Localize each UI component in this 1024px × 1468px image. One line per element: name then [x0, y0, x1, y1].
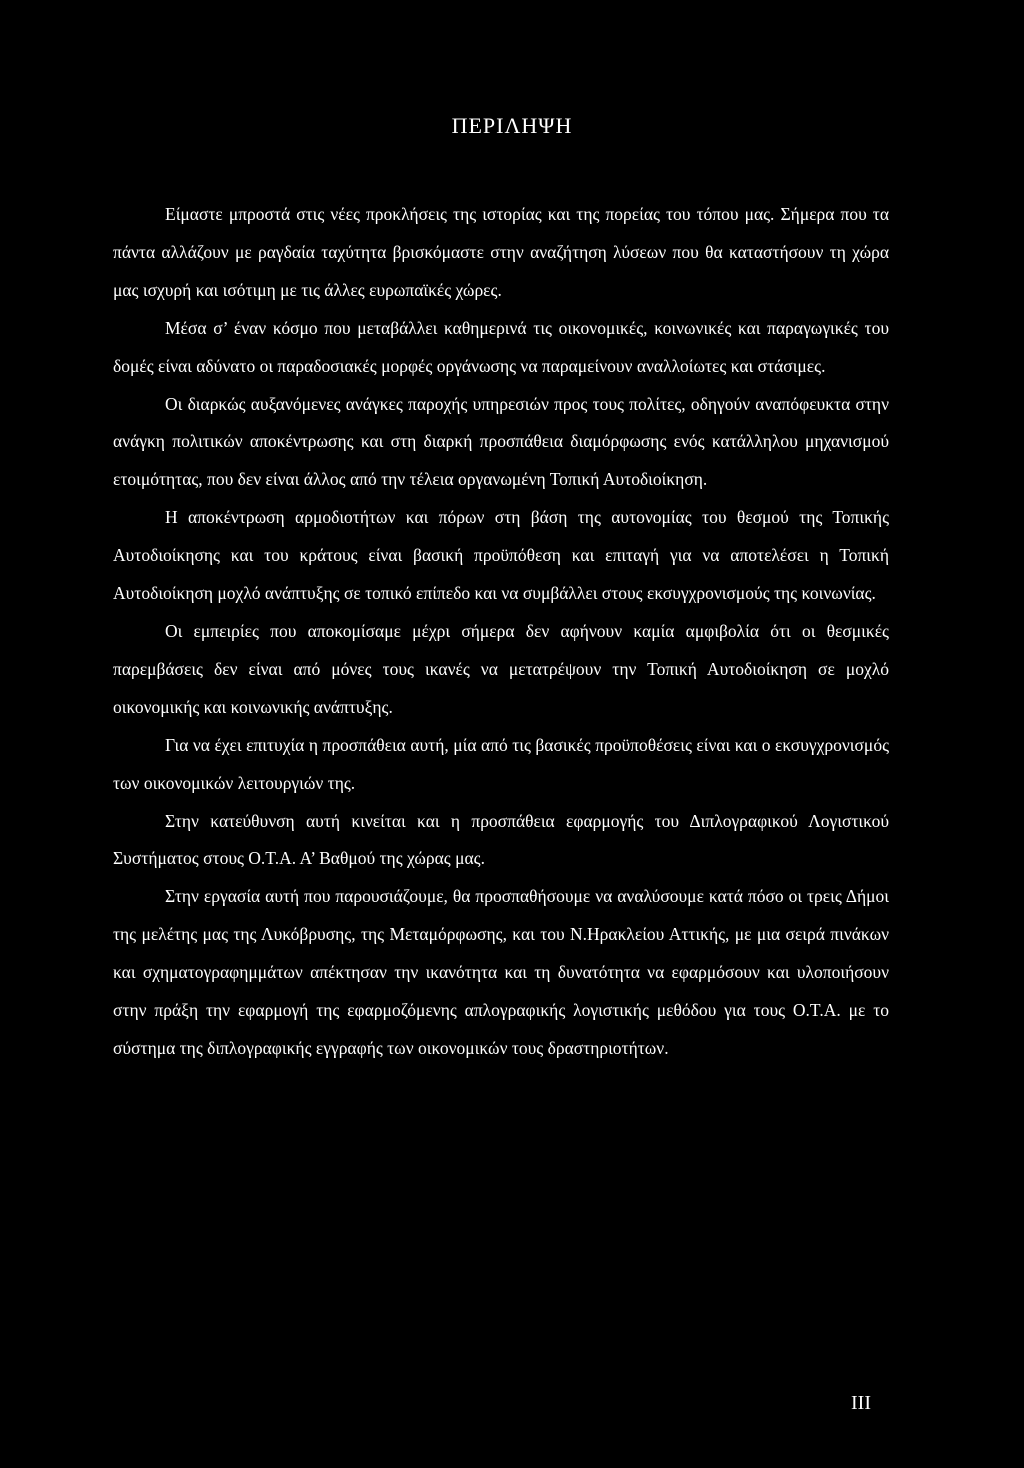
- paragraph-7: Στην κατεύθυνση αυτή κινείται και η προσπάθεια εφαρμογής του Διπλογραφικού Λογιστικού Συστήματος στους Ο.Τ.Α. Α’ Βαθμού της χώρας μας.: [113, 810, 889, 869]
- paragraph-2: Μέσα σ’ έναν κόσμο που μεταβάλλει καθημερινά τις οικονομικές, κοινωνικές και παραγωγικές του δομές είναι αδύνατο οι παραδοσιακές μορφές οργάνωσης να παραμείνουν αναλλοίωτες και στάσιμες.: [113, 317, 889, 376]
- page-number: III: [851, 1392, 871, 1414]
- paragraph-4: Η αποκέντρωση αρμοδιοτήτων και πόρων στη βάση της αυτονομίας του θεσμού της Τοπικής Αυτοδιοίκησης και του κράτους είναι βασική προϋπόθεση και επιταγή για να αποτελέσει η Τοπική Αυτοδιοίκηση μοχλό ανάπτυξης σε τοπικό επίπεδο και να συμβάλλει στους εκσυγχρονισμούς της κοινωνίας.: [113, 507, 889, 604]
- page-title: ΠΕΡΙΛΗΨΗ: [451, 113, 573, 138]
- summary-body: [113, 196, 889, 1068]
- paragraph-6: Για να έχει επιτυχία η προσπάθεια αυτή, μία από τις βασικές προϋποθέσεις είναι και ο εκσυγχρονισμός των οικονομικών λειτουργιών της.: [113, 734, 889, 793]
- paragraph-5: Οι εμπειρίες που αποκομίσαμε μέχρι σήμερα δεν αφήνουν καμία αμφιβολία ότι οι θεσμικές παρεμβάσεις δεν είναι από μόνες τους ικανές να μετατρέψουν την Τοπική Αυτοδιοίκηση σε μοχλό οικονομικής και κοινωνικής ανάπτυξης.: [113, 620, 889, 717]
- paragraph-3: Οι διαρκώς αυξανόμενες ανάγκες παροχής υπηρεσιών προς τους πολίτες, οδηγούν αναπόφευκτα στην ανάγκη πολιτικών αποκέντρωσης και στη διαρκή προσπάθεια διαμόρφωσης ενός κατάλληλου μηχανισμού ετοιμότητας, που δεν είναι άλλος από την τέλεια οργανωμένη Τοπική Αυτοδιοίκηση.: [113, 393, 889, 490]
- paragraph-8: Στην εργασία αυτή που παρουσιάζουμε, θα προσπαθήσουμε να αναλύσουμε κατά πόσο οι τρεις Δήμοι της μελέτης μας της Λυκόβρυσης, της Μεταμόρφωσης, και του Ν.Ηρακλείου Αττικής, με μια σειρά πινάκων και σχηματογραφημμάτων απέκτησαν την ικανότητα και τη δυνατότητα να εφαρμόσουν και υλοποιήσουν στην πράξη την εφαρμογή της εφαρμοζόμενης απλογραφικής λογιστικής μεθόδου για τους Ο.Τ.Α. με το σύστημα της διπλογραφικής εγγραφής των οικονομικών τους δραστηριοτήτων.: [113, 886, 889, 1058]
- paragraph-1: Είμαστε μπροστά στις νέες προκλήσεις της ιστορίας και της πορείας του τόπου μας. Σήμερα που τα πάντα αλλάζουν με ραγδαία ταχύτητα βρισκόμαστε στην αναζήτηση λύσεων που θα καταστήσουν τη χώρα μας ισχυρή και ισότιμη με τις άλλες ευρωπαϊκές χώρες.: [113, 204, 889, 300]
